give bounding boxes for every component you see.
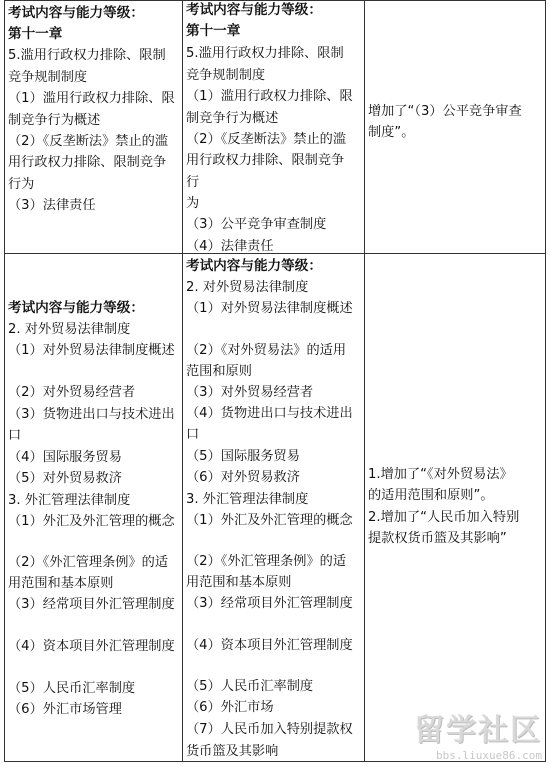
syllabus-line: （4）货物进出口与技术进出 <box>186 406 353 421</box>
section-heading: 第十一章 <box>186 23 241 39</box>
syllabus-line: （6）外汇市场管理 <box>8 702 122 717</box>
syllabus-line: （4）国际服务贸易 <box>8 450 122 465</box>
syllabus-line: （3）公平竞争审查制度 <box>186 217 327 232</box>
syllabus-line: （4）法律责任 <box>186 239 274 254</box>
old-syllabus-cell <box>8 254 180 761</box>
syllabus-line: （5）国际服务贸易 <box>186 449 300 464</box>
syllabus-line: （1）对外贸易法律制度概述 <box>186 301 353 316</box>
syllabus-line: 用范围和基本原则 <box>8 576 114 591</box>
syllabus-line: 用范围和基本原则 <box>186 575 292 590</box>
syllabus-line: 3. 外汇管理法律制度 <box>8 493 131 508</box>
change-note-cell <box>368 1 544 253</box>
section-heading: 考试内容与能力等级： <box>186 2 322 18</box>
syllabus-line: 提款权货币篮及其影响” <box>368 531 507 546</box>
column-divider <box>182 1 183 761</box>
syllabus-line: （6）外汇市场 <box>186 700 274 715</box>
syllabus-line: （1）滥用行政权力排除、限 <box>8 91 175 106</box>
syllabus-line: 用行政权力排除、限制竞争 <box>8 155 167 170</box>
syllabus-line: （2）《外汇管理条例》的适 <box>186 554 347 569</box>
watermark-title: 留学社区 <box>414 713 542 748</box>
syllabus-line: 制竞争行为概述 <box>186 111 279 126</box>
syllabus-line: 制度”。 <box>368 125 415 140</box>
syllabus-line: （1）外汇及外汇管理的概念 <box>8 514 175 529</box>
syllabus-line: 5.滥用行政权力排除、限制 <box>8 48 166 63</box>
syllabus-line: （5）人民币汇率制度 <box>8 681 136 696</box>
syllabus-line: 竞争规制制度 <box>8 70 88 85</box>
comparison-table <box>4 0 546 762</box>
syllabus-line: （2）《反垄断法》禁止的滥 <box>186 132 347 147</box>
syllabus-line: 货币篮及其影响 <box>186 744 279 759</box>
syllabus-line: 2.增加了“人民币加入特别 <box>368 510 520 525</box>
syllabus-line: （1）滥用行政权力排除、限 <box>186 89 353 104</box>
syllabus-line: 2. 对外贸易法律制度 <box>8 322 131 337</box>
section-heading: 考试内容与能力等级： <box>8 5 144 21</box>
syllabus-line: 用行政权力排除、限制竞争 <box>186 153 345 168</box>
watermark-logo <box>414 705 542 762</box>
syllabus-line: （3）货物进出口与技术进出 <box>8 407 175 422</box>
syllabus-line: （5）对外贸易救济 <box>8 471 122 486</box>
section-heading: 考试内容与能力等级： <box>186 258 322 274</box>
new-syllabus-cell <box>186 1 362 253</box>
new-syllabus-cell <box>186 254 362 761</box>
syllabus-line: （7）人民币加入特别提款权 <box>186 722 353 737</box>
syllabus-line: （4）资本项目外汇管理制度 <box>8 639 175 654</box>
syllabus-line: （2）对外贸易经营者 <box>8 385 136 400</box>
syllabus-line: （2）《反垄断法》禁止的滥 <box>8 134 169 149</box>
syllabus-line: （1）对外贸易法律制度概述 <box>8 343 175 358</box>
syllabus-line: 范围和原则 <box>186 364 252 379</box>
syllabus-line: （3）对外贸易经营者 <box>186 385 314 400</box>
column-divider <box>364 1 365 761</box>
syllabus-line: 2. 对外贸易法律制度 <box>186 280 309 295</box>
section-heading: 考试内容与能力等级： <box>8 300 144 316</box>
syllabus-line: 竞争规制制度 <box>186 68 266 83</box>
syllabus-line: （3）经常项目外汇管理制度 <box>186 596 353 611</box>
syllabus-line: （3）法律责任 <box>8 198 96 213</box>
syllabus-line: （4）资本项目外汇管理制度 <box>186 638 353 653</box>
syllabus-line: 增加了“（3）公平竞争审查 <box>368 104 522 119</box>
syllabus-line: 行为 <box>8 177 35 192</box>
syllabus-line: （2）《对外贸易法》的适用 <box>186 343 347 358</box>
syllabus-line: 口 <box>8 428 22 443</box>
syllabus-line: 3. 外汇管理法律制度 <box>186 492 309 507</box>
syllabus-line: 制竞争行为概述 <box>8 113 101 128</box>
old-syllabus-cell <box>8 1 180 253</box>
change-note-cell <box>368 254 544 761</box>
syllabus-line: 为 <box>186 196 200 211</box>
syllabus-line: （3）经常项目外汇管理制度 <box>8 597 175 612</box>
section-heading: 第十一章 <box>8 26 63 42</box>
syllabus-line: 1.增加了“《对外贸易法》 <box>368 467 513 482</box>
syllabus-line: 行 <box>186 175 200 190</box>
syllabus-line: （5）人民币汇率制度 <box>186 679 314 694</box>
syllabus-line: 5.滥用行政权力排除、限制 <box>186 46 344 61</box>
watermark-url: bbs.liuxue86.com <box>436 749 542 762</box>
syllabus-line: （1）外汇及外汇管理的概念 <box>186 513 353 528</box>
syllabus-line: 的适用范围和原则”。 <box>368 488 494 503</box>
syllabus-line: 口 <box>186 427 200 442</box>
syllabus-line: （2）《外汇管理条例》的适 <box>8 555 169 570</box>
syllabus-line: （6）对外贸易救济 <box>186 470 300 485</box>
